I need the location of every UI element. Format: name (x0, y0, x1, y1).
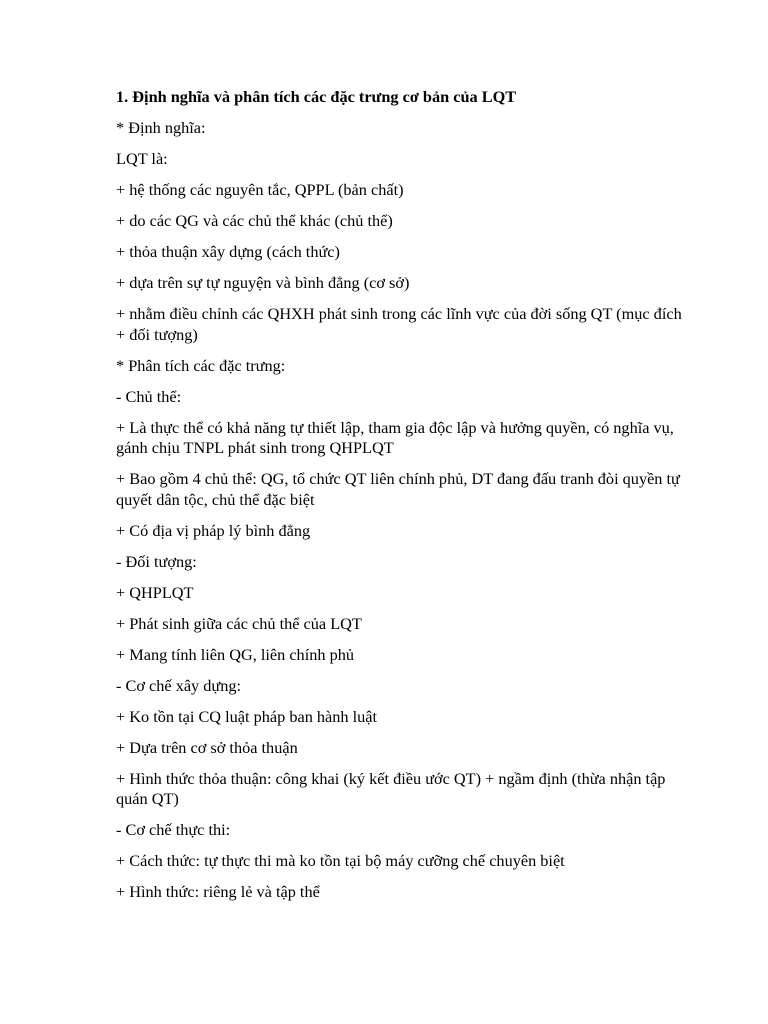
text-line: + hệ thống các nguyên tắc, QPPL (bản chất) (116, 180, 404, 199)
text-line: - Cơ chế thực thi: (116, 820, 231, 839)
text-line: + Phát sinh giữa các chủ thể của LQT (116, 613, 362, 633)
text-line: + Hình thức: riêng lẻ và tập thể (116, 882, 320, 901)
text-line: + Hình thức thỏa thuận: công khai (ký kết điều ước QT) + ngầm định (thừa nhận tập quán QT) (116, 768, 666, 808)
text-line: + Dựa trên cơ sở thỏa thuận (116, 737, 298, 757)
text-line: + Bao gồm 4 chủ thể: QG, tổ chức QT liên chính phủ, DT đang đấu tranh đòi quyền tự quyết dân tộc, chủ thể đặc biệt (116, 469, 680, 509)
text-line: * Định nghĩa: (116, 118, 206, 137)
text-line: + do các QG và các chủ thể khác (chủ thể) (116, 211, 393, 230)
text-line: - Chủ thể: (116, 386, 182, 406)
section-heading: 1. Định nghĩa và phân tích các đặc trưng cơ bản của LQT (116, 87, 517, 106)
text-line: + Mang tính liên QG, liên chính phủ (116, 644, 354, 664)
text-line: + nhằm điều chỉnh các QHXH phát sinh trong các lĩnh vực của đời sống QT (mục đích + đối tượng) (116, 304, 682, 344)
text-line: - Cơ chế xây dựng: (116, 675, 242, 695)
text-line: * Phân tích các đặc trưng: (116, 355, 286, 375)
text-line: LQT là: (116, 149, 168, 168)
text-line: + dựa trên sự tự nguyện và bình đẳng (cơ sở) (116, 273, 410, 292)
text-line: + Có địa vị pháp lý bình đẳng (116, 520, 311, 540)
text-line: + Cách thức: tự thực thi mà ko tồn tại bộ máy cưỡng chế chuyên biệt (116, 851, 565, 870)
text-line: + Ko tồn tại CQ luật pháp ban hành luật (116, 706, 378, 726)
text-line: + thỏa thuận xây dựng (cách thức) (116, 242, 340, 261)
text-line: + Là thực thể có khả năng tự thiết lập, tham gia độc lập và hưởng quyền, có nghĩa vụ, gánh chịu TNPL phát sinh trong QHPLQT (116, 417, 674, 457)
text-line: + QHPLQT (116, 582, 194, 602)
text-line: - Đối tượng: (116, 551, 197, 571)
